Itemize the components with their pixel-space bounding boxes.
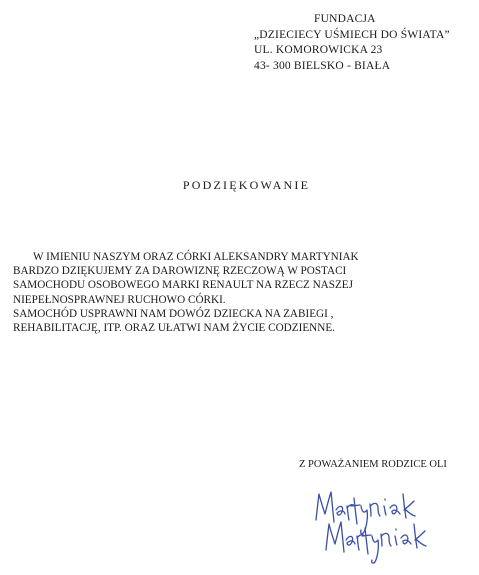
address-line: UL. KOMOROWICKA 23 [254, 44, 383, 56]
letter-title: PODZIĘKOWANIE [182, 178, 311, 192]
body-line: REHABILITACJĘ, ITP. ORAZ UŁATWI NAM ŻYCIE CODZIENNE. [13, 322, 335, 335]
body-line: SAMOCHÓD USPRAWNI NAM DOWÓZ DZIECKA NA ZABIEGI , [13, 307, 334, 320]
signature-drawing [290, 480, 440, 565]
address-line: FUNDACJA [314, 13, 376, 25]
closing-salutation: Z POWAŻANIEM RODZICE OLI [299, 459, 447, 470]
sender-address [254, 12, 450, 74]
handwritten-signature [290, 480, 440, 565]
body-line: SAMOCHODU OSOBOWEGO MARKI RENAULT NA RZECZ NASZEJ [13, 279, 353, 292]
address-line: 43- 300 BIELSKO - BIAŁA [254, 59, 391, 72]
address-line: „DZIECIECY UŚMIECH DO ŚWIATA” [254, 28, 450, 41]
body-line: NIEPEŁNOSPRAWNEJ RUCHOWO CÓRKI. [13, 293, 226, 306]
letter-body [13, 250, 359, 335]
body-line: W IMIENIU NASZYM ORAZ CÓRKI ALEKSANDRY MARTYNIAK [33, 251, 359, 263]
body-line: BARDZO DZIĘKUJEMY ZA DAROWIZNĘ RZECZOWĄ W POSTACI [13, 265, 347, 278]
